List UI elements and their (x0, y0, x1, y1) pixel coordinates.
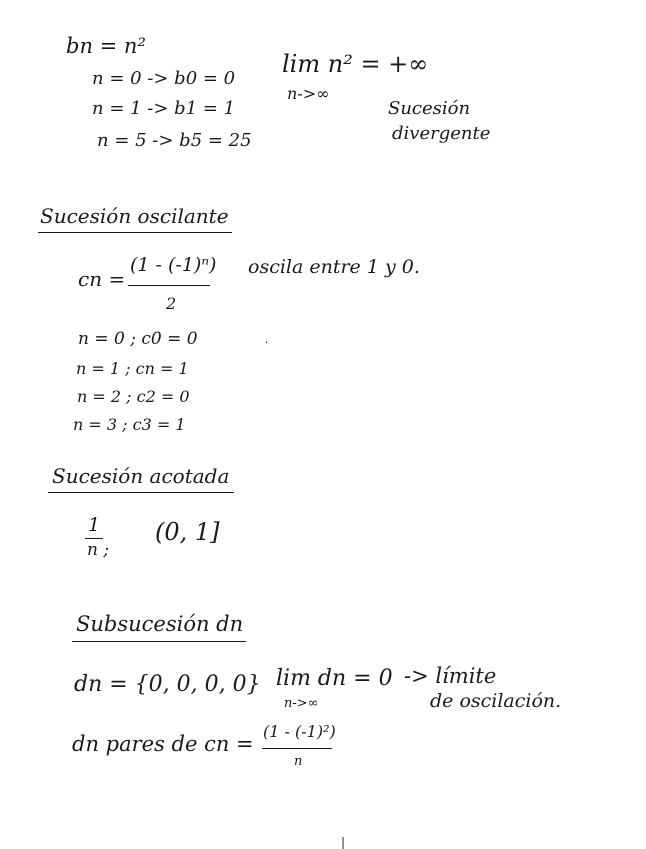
oscillating-example-3: n = 2 ; c2 = 0 (77, 387, 190, 406)
subsequence-limit: lim dn = 0 (276, 666, 393, 691)
divergent-example-3: n = 5 -> b5 = 25 (97, 130, 252, 151)
divergent-formula: bn = n² (66, 34, 146, 58)
subsequence-limit-note-line1: -> límite (404, 664, 497, 688)
oscillating-heading-underline (38, 232, 232, 233)
bounded-fraction-bar (85, 538, 103, 539)
divergent-example-1: n = 0 -> b0 = 0 (92, 68, 236, 89)
oscillating-example-4: n = 3 ; c3 = 1 (73, 415, 186, 434)
subsequence-limit-subscript: n->∞ (284, 696, 319, 711)
oscillating-fraction-bar (128, 285, 210, 286)
bounded-fraction-numerator: 1 (88, 514, 101, 536)
oscillating-denominator: 2 (166, 294, 177, 313)
oscillating-note: oscila entre 1 y 0. (248, 256, 420, 278)
subsequence-heading: Subsucesión dn (76, 612, 244, 636)
subsequence-set: dn = {0, 0, 0, 0} (74, 672, 261, 697)
subsequence-pares-lhs: dn pares de cn = (72, 732, 254, 756)
bounded-heading-underline (48, 492, 234, 493)
footer-mark: | (341, 835, 346, 849)
bounded-heading: Sucesión acotada (52, 464, 230, 488)
divergent-note-line2: divergente (392, 123, 491, 144)
divergent-limit: lim n² = +∞ (282, 50, 429, 78)
subsequence-pares-numerator: (1 - (-1)²) (263, 722, 336, 741)
bounded-interval: (0, 1] (155, 518, 220, 546)
bounded-fraction-denominator: n ; (87, 540, 110, 560)
subsequence-heading-underline (72, 641, 246, 642)
oscillating-numerator: (1 - (-1)ⁿ) (130, 254, 217, 276)
stray-dot: · (265, 338, 269, 349)
oscillating-example-2: n = 1 ; cn = 1 (76, 359, 189, 378)
subsequence-limit-note-line2: de oscilación. (430, 690, 562, 712)
oscillating-example-1: n = 0 ; c0 = 0 (78, 329, 198, 349)
oscillating-heading: Sucesión oscilante (40, 204, 229, 228)
divergent-limit-subscript: n->∞ (287, 84, 330, 103)
oscillating-formula-lhs: cn = (78, 267, 126, 291)
subsequence-pares-fraction-bar (262, 748, 332, 749)
divergent-example-2: n = 1 -> b1 = 1 (92, 98, 236, 119)
subsequence-pares-denominator: n (294, 754, 303, 769)
divergent-note-line1: Sucesión (388, 98, 471, 119)
